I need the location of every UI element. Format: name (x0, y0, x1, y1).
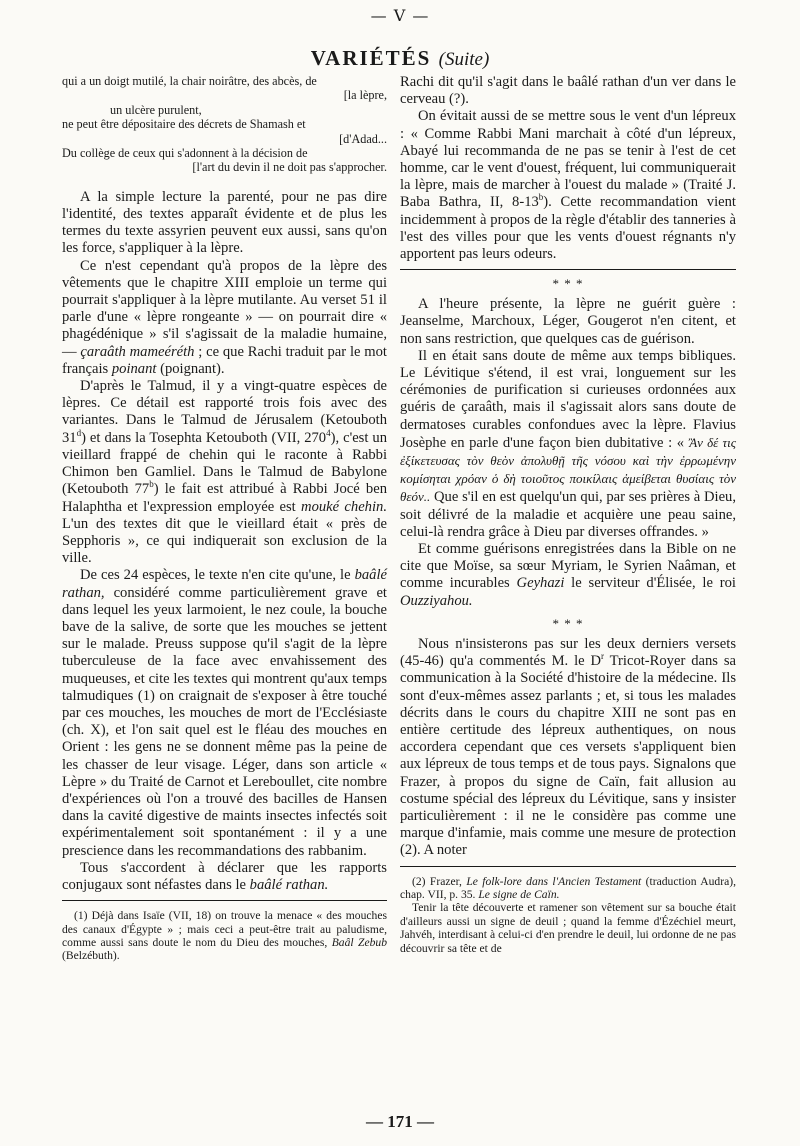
paragraph (62, 860, 387, 894)
text-run: De ces 24 espèces, le texte n'en cite qu'une, le (80, 567, 355, 584)
text-run-italic: poinant (111, 360, 157, 377)
text-run: Tricot-Royer dans sa communication à la Société d'histoire de la médecine. Ils sont d'eux-mêmes assez parlants ; et, si tous les malades décrits dans le cours du chapitre XIII ne sont pas en entière certitude des lépreux authentiques, on nous accordera cependant que ces versets s'appliquent bien aux lépreux de tous temps et de tous pays. Signalons que Frazer, à propos du signe de Caïn, fait allusion au costume spécial des lépreux du Lévitique, sans y insister particulièrement : il ne le considère pas comme une marque d'infamie, mais comme une mesure de protection (2). A noter (400, 653, 736, 859)
text-run: le serviteur d'Élisée, le roi (564, 575, 736, 592)
title-main: VARIÉTÉS (310, 46, 432, 70)
text-run: (traduction Audra), chap. VII, p. 35. (400, 874, 736, 901)
text-run-italic: baâlé rathan. (249, 876, 329, 893)
paragraph: Rachi dit qu'il s'agit dans le baâlé rathan d'un ver dans le cerveau (?). (400, 74, 736, 108)
paragraph (62, 258, 387, 378)
text-run-italic: Ouzziyahou. (400, 592, 473, 609)
text-run: Et comme guérisons enregistrées dans la Bible on ne cite que Moïse, sa sœur Myriam, le Syrien Naâman, et comme incurables (400, 541, 736, 592)
section-separator-stars: * * * (552, 615, 584, 631)
assyrian-quote (62, 74, 387, 175)
page-roman-numeral: — V — (370, 6, 430, 25)
superscript: d (76, 427, 82, 438)
quote-line: qui a un doigt mutilé, la chair noirâtre, des abcès, de (62, 74, 317, 88)
paragraph (400, 541, 736, 610)
text-run: Il en était sans doute de même aux temps bibliques. Le Lévitique s'étend, il est vrai, longuement sur les cérémonies de purification si curieuses ordonnées aux guéris de çaraâth, mais il s'agissait alors sans doute de dermatoses curables confondues avec la lèpre. Flavius Josèphe en parle d'une façon bien dubitative : « (400, 347, 736, 451)
text-run: ), c'est un vieillard frappé de chehin qui le raconte à Rabbi Chimon ben Gamliel. Dans le Talmud de Babylone (Ketouboth 77 (62, 429, 387, 498)
title-suite: (Suite) (438, 49, 490, 70)
footnote (400, 875, 736, 902)
section-separator-stars: * * * (552, 276, 584, 292)
text-run-italic: çaraâth mameéréth (80, 343, 195, 360)
quote-line: [la lèpre, (343, 88, 387, 103)
quote-line: un ulcère purulent, (110, 102, 202, 117)
text-run: On évitait aussi de se mettre sous le vent d'un lépreux : « Comme Rabbi Mani marchait à côté d'un lépreux, Abayé lui recommanda de ne pas se tenir à l'est de cet homme, car le vent d'ouest, fréquent, lui communiquerait la lèpre, mais de marcher à l'ouest du malade » (Traité J. Baba Bathra, II, 8-13 (400, 108, 736, 211)
text-run: L'un des textes dit que le vieillard était « près de Sepphoris », ce qui indiquerait son exclusion de la ville. (62, 515, 387, 567)
paragraph: A la simple lecture la parenté, pour ne pas dire l'identité, des textes apparaît évidente et de plus les termes du texte assyrien peuvent eux aussi, sans qu'on les force, s'appliquer à la lèpre. (62, 188, 387, 257)
text-run-italic: Le signe de Caïn. (478, 887, 560, 901)
text-run-italic: Baâl Zebub (331, 935, 387, 949)
text-run-italic: Le folk-lore dans l'Ancien Testament (466, 874, 642, 888)
text-run: Ce n'est cependant qu'à propos de la lèpre des vêtements que le chapitre XIII emploie un terme qui pourrait s'appliquer à la lèpre mutilante. Au verset 51 il parle d'une « lèpre rongeante » — on pourrait dire « phagédénique » s'il s'agissait de la maladie humaine, — (62, 257, 387, 360)
superscript: 4 (326, 427, 331, 438)
quote-line: [d'Adad... (339, 131, 387, 146)
text-run: considéré comme particulièrement grave et dans lequel les yeux larmoient, le nez coule, la bouche bave de la salive, de sorte que les mouches se jettent sur le malade. Preuss suppose qu'il s'agit de la lèpre tuberculeuse de la face avec envahissement des muqueuses, et cite les textes qui montrent qu'aux temps talmudiques (1) on craignait de s'exposer à être touché par ces mouches, les mouches de mort de l'Ecclésiaste (ch. X), et l'on sait quel est le fléau des mouches en Orient : les gens ne se donnent même pas la peine de les chasser de leur visage. Léger, dans son article « Lèpre » du Traité de Carnot et Lereboullet, cite nombre d'expériences où l'on a trouvé des bacilles de Hansen dans la cavité digestive de maints insectes infectés soit expérimentalement soit spontanément : il y a une prescience dans les recommandations des rabbanim. (62, 584, 387, 859)
text-run: (poignant). (156, 360, 225, 377)
superscript: b (538, 192, 544, 203)
greek-quote: Ἂν δέ τις ἐξίκετευσας τὸν θεὸν ἀπολυθῇ τῆς νόσου καὶ τὴν ἐρρωμένην κομίσηται χρόαν ὁ δὴ τοιοῦτος ποικίλαις ἀμείβεται θυσίαις τὸν θεόν.. (400, 434, 736, 505)
left-column (62, 74, 387, 963)
text-run: Que s'il en est quelqu'un qui, par ses prières à Dieu, soit délivré de la maladie et acquière une peau saine, celui-là rendra grâce à Dieu par diverses offrandes. » (400, 489, 736, 540)
footnote-divider (400, 866, 736, 867)
text-run-italic: mouké chehin. (301, 498, 387, 515)
text-run: ). Cette recommandation vient incidemment à propos de la règle d'établir des tanneries à l'est des villes pour que les vents d'ouest régnants n'y apportent pas leurs odeurs. (400, 194, 736, 263)
text-run-italic: baâlé rathan, (62, 567, 387, 601)
footnote (62, 909, 387, 963)
text-run: (2) Frazer, (412, 874, 467, 888)
text-run: ) et dans la Tosephta Ketouboth (VII, 270 (81, 429, 327, 446)
right-column (400, 74, 736, 955)
text-run-italic: Geyhazi (516, 575, 565, 592)
superscript: b (149, 479, 154, 490)
quote-line: [l'art du devin il ne doit pas s'approcher. (192, 160, 387, 175)
paragraph (400, 636, 736, 860)
paragraph (62, 378, 387, 567)
text-run: ; ce que Rachi traduit par le mot français (62, 343, 387, 377)
page-number: — 171 — (366, 1112, 434, 1131)
text-run: Tous s'accordent à déclarer que les rapports conjugaux sont néfastes dans le (62, 859, 387, 893)
superscript: r (601, 651, 605, 662)
text-run: D'après le Talmud, il y a vingt-quatre espèces de lèpres. Ce détail est rapporté trois fois avec des variantes. Dans le Talmud de Jérusalem (Ketouboth 31 (62, 378, 387, 446)
text-run: ) le fait est attribué à Rabbi Jocé ben Halaphtha et l'expression employée est (62, 481, 387, 515)
paragraph: A l'heure présente, la lèpre ne guérit guère : Jeanselme, Marchoux, Léger, Gougerot n'en citent, et non sans restriction, que quelques cas de guérison. (400, 296, 736, 347)
section-rule (400, 269, 736, 270)
footnote: Tenir la tête découverte et ramener son vêtement sur sa bouche était d'ailleurs aussi un signe de deuil ; quand la femme d'Ézéchiel meurt, Jahvéh, interdisant à celui-ci d'en prendre le deuil, lui ordonne de ne pas découvrir sa tête et de (400, 901, 736, 955)
paragraph (400, 348, 736, 541)
quote-line: ne peut être dépositaire des décrets de Shamash et (62, 117, 306, 132)
page-title (0, 46, 800, 71)
text-run: Nous n'insisterons pas sur les deux derniers versets (45-46) qu'a commentés M. le D (400, 635, 736, 670)
paragraph (62, 567, 387, 859)
footnote-divider (62, 900, 387, 901)
quote-line: Du collège de ceux qui s'adonnent à la décision de (62, 146, 308, 161)
text-run: (Belzébuth). (62, 949, 120, 963)
text-run: (1) Déjà dans Isaïe (VII, 18) on trouve la menace « des mouches des canaux d'Égypte » ; mais ceci a peut-être trait au paludisme, comme aussi sans doute le nom du Dieu des mouches, (62, 909, 387, 949)
paragraph (400, 108, 736, 263)
